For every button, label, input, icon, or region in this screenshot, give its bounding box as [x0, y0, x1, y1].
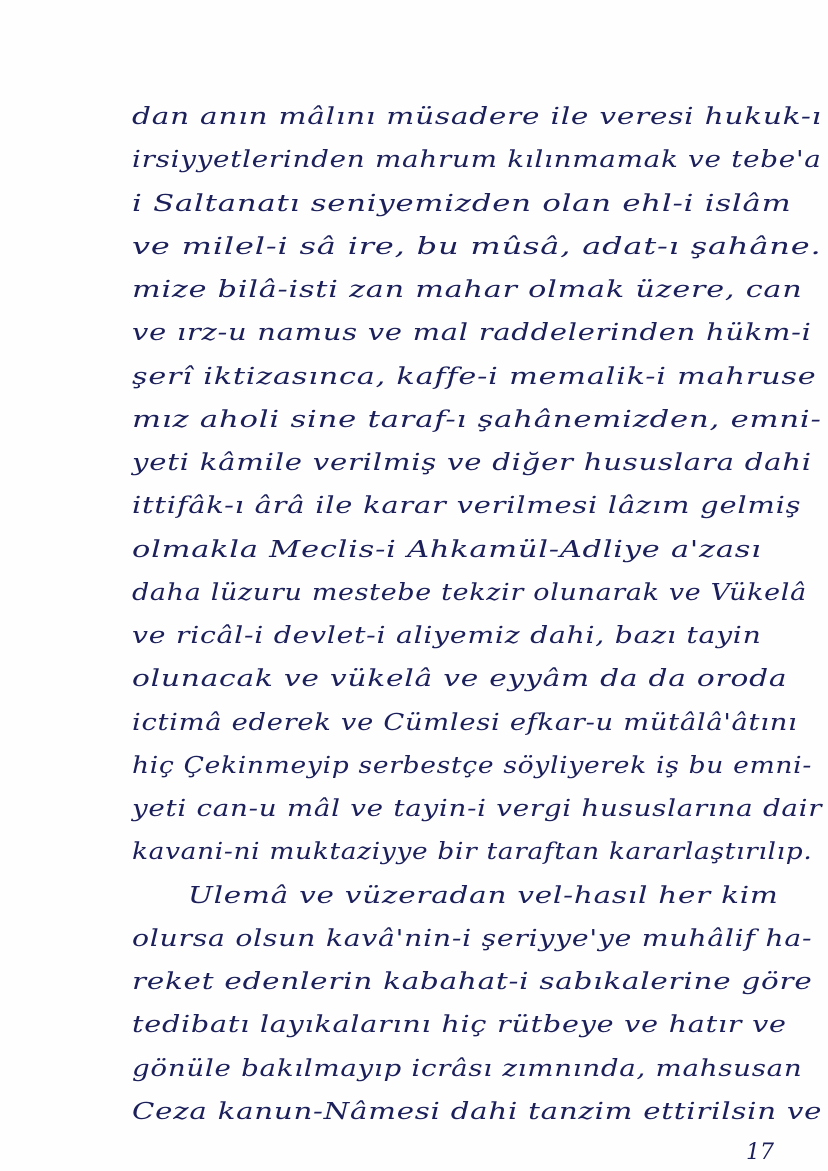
text-line: yeti can-u mâl ve tayin-i vergi hususlarına dair — [132, 796, 823, 822]
page-number: 17 — [746, 1140, 774, 1165]
text-line: mize bilâ-isti zan mahar olmak üzere, can — [132, 277, 803, 303]
text-line: ve ricâl-i devlet-i aliyemiz dahi, bazı tayin — [132, 623, 762, 649]
text-line: olursa olsun kavâ'nin-i şeriyye'ye muhâlif ha- — [132, 926, 813, 952]
text-line: olunacak ve vükelâ ve eyyâm da da oroda — [132, 666, 788, 692]
text-line: şerî iktizasınca, kaffe-i memalik-i mahruse — [132, 364, 817, 390]
text-line: olmakla Meclis-i Ahkamül-Adliye a'zası — [132, 537, 762, 563]
text-line: irsiyyetlerinden mahrum kılınmamak ve tebe'a — [132, 147, 822, 173]
text-line: daha lüzuru mestebe tekzir olunarak ve Vükelâ — [132, 580, 807, 606]
text-line: ittifâk-ı ârâ ile karar verilmesi lâzım gelmiş — [132, 493, 802, 519]
text-line: tedibatı layıkalarını hiç rütbeye ve hatır ve — [132, 1012, 787, 1038]
text-line: ve ırz-u namus ve mal raddelerinden hükm-i — [132, 320, 812, 346]
text-line: yeti kâmile verilmiş ve diğer hususlara dahi — [132, 450, 812, 476]
text-line: Ceza kanun-Nâmesi dahi tanzim ettirilsin ve — [132, 1099, 823, 1125]
text-line: ictimâ ederek ve Cümlesi efkar-u mütâlâ'âtını — [132, 710, 798, 736]
text-line: hiç Çekinmeyip serbestçe söyliyerek iş bu emni- — [132, 753, 813, 779]
text-line: mız aholi sine taraf-ı şahânemizden, emni- — [132, 407, 822, 433]
text-line: Ulemâ ve vüzeradan vel-hasıl her kim — [188, 883, 779, 909]
text-line: gönüle bakılmayıp icrâsı zımnında, mahsusan — [132, 1056, 803, 1082]
text-line: kavani-ni muktaziyye bir taraftan kararlaştırılıp. — [132, 839, 813, 865]
text-line: reket edenlerin kabahat-i sabıkalerine göre — [132, 969, 813, 995]
text-line: ve milel-i sâ ire, bu mûsâ, adat-ı şahâne. — [132, 234, 822, 260]
text-line: dan anın mâlını müsadere ile veresi hukuk-ı — [132, 104, 822, 130]
text-line: i Saltanatı seniyemizden olan ehl-i islâm — [132, 191, 792, 217]
